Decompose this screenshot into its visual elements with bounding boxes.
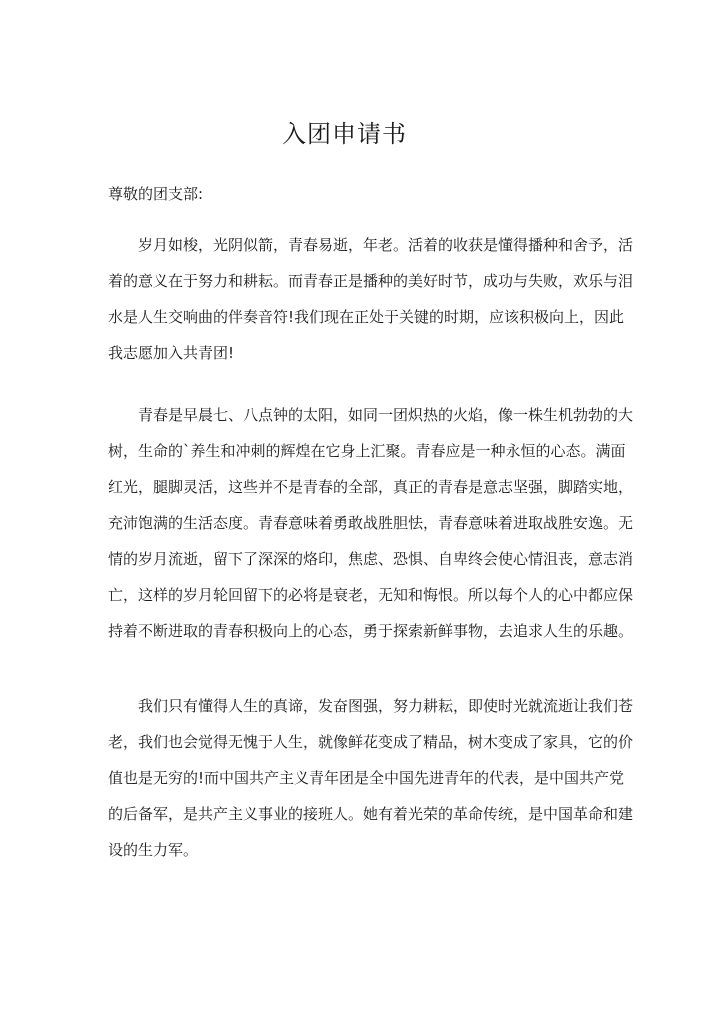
text-line: 青春是早晨七、八点钟的太阳，如同一团炽热的火焰，像一株生机勃勃的大 — [138, 406, 634, 424]
text-line: 我志愿加入共青团! — [108, 344, 235, 362]
text-line: 我们只有懂得人生的真谛，发奋图强，努力耕耘，即使时光就流逝让我们苍 — [138, 697, 634, 715]
text-line: 亡，这样的岁月轮回留下的必将是衰老，无知和悔恨。所以每个人的心中都应保 — [108, 586, 634, 604]
text-line: 的后备军，是共产主义事业的接班人。她有着光荣的革命传统，是中国革命和建 — [108, 805, 634, 823]
text-line: 值也是无穷的!而中国共产主义青年团是全中国先进青年的代表，是中国共产党 — [108, 769, 625, 787]
text-line: 情的岁月流逝，留下了深深的烙印，焦虑、恐惧、自卑终会使心情沮丧，意志消 — [108, 550, 634, 568]
text-line: 设的生力军。 — [108, 841, 199, 859]
salutation: 尊敬的团支部: — [108, 185, 204, 203]
text-line: 持着不断进取的青春积极向上的心态，勇于探索新鲜事物，去追求人生的乐趣。 — [108, 622, 634, 640]
text-line: 红光，腿脚灵活，这些并不是青春的全部，真正的青春是意志坚强，脚踏实地， — [108, 478, 634, 496]
text-line: 充沛饱满的生活态度。青春意味着勇敢战胜胆怯，青春意味着进取战胜安逸。无 — [108, 514, 634, 532]
text-line: 老，我们也会觉得无愧于人生，就像鲜花变成了精品，树木变成了家具，它的价 — [108, 733, 634, 751]
document-title: 入团申请书 — [282, 120, 407, 148]
text-line: 水是人生交响曲的伴奏音符!我们现在正处于关键的时期，应该积极向上，因此 — [108, 308, 625, 326]
paragraph-3 — [108, 697, 634, 877]
text-line: 着的意义在于努力和耕耘。而青春正是播种的美好时节，成功与失败，欢乐与泪 — [108, 272, 634, 290]
text-line: 岁月如梭，光阴似箭，青春易逝，年老。活着的收获是懂得播种和舍予，活 — [138, 236, 634, 254]
text-line: 树，生命的`养生和冲刺的辉煌在它身上汇聚。青春应是一种永恒的心态。满面 — [108, 442, 626, 460]
paragraph-2 — [108, 406, 634, 658]
paragraph-1 — [108, 236, 634, 380]
